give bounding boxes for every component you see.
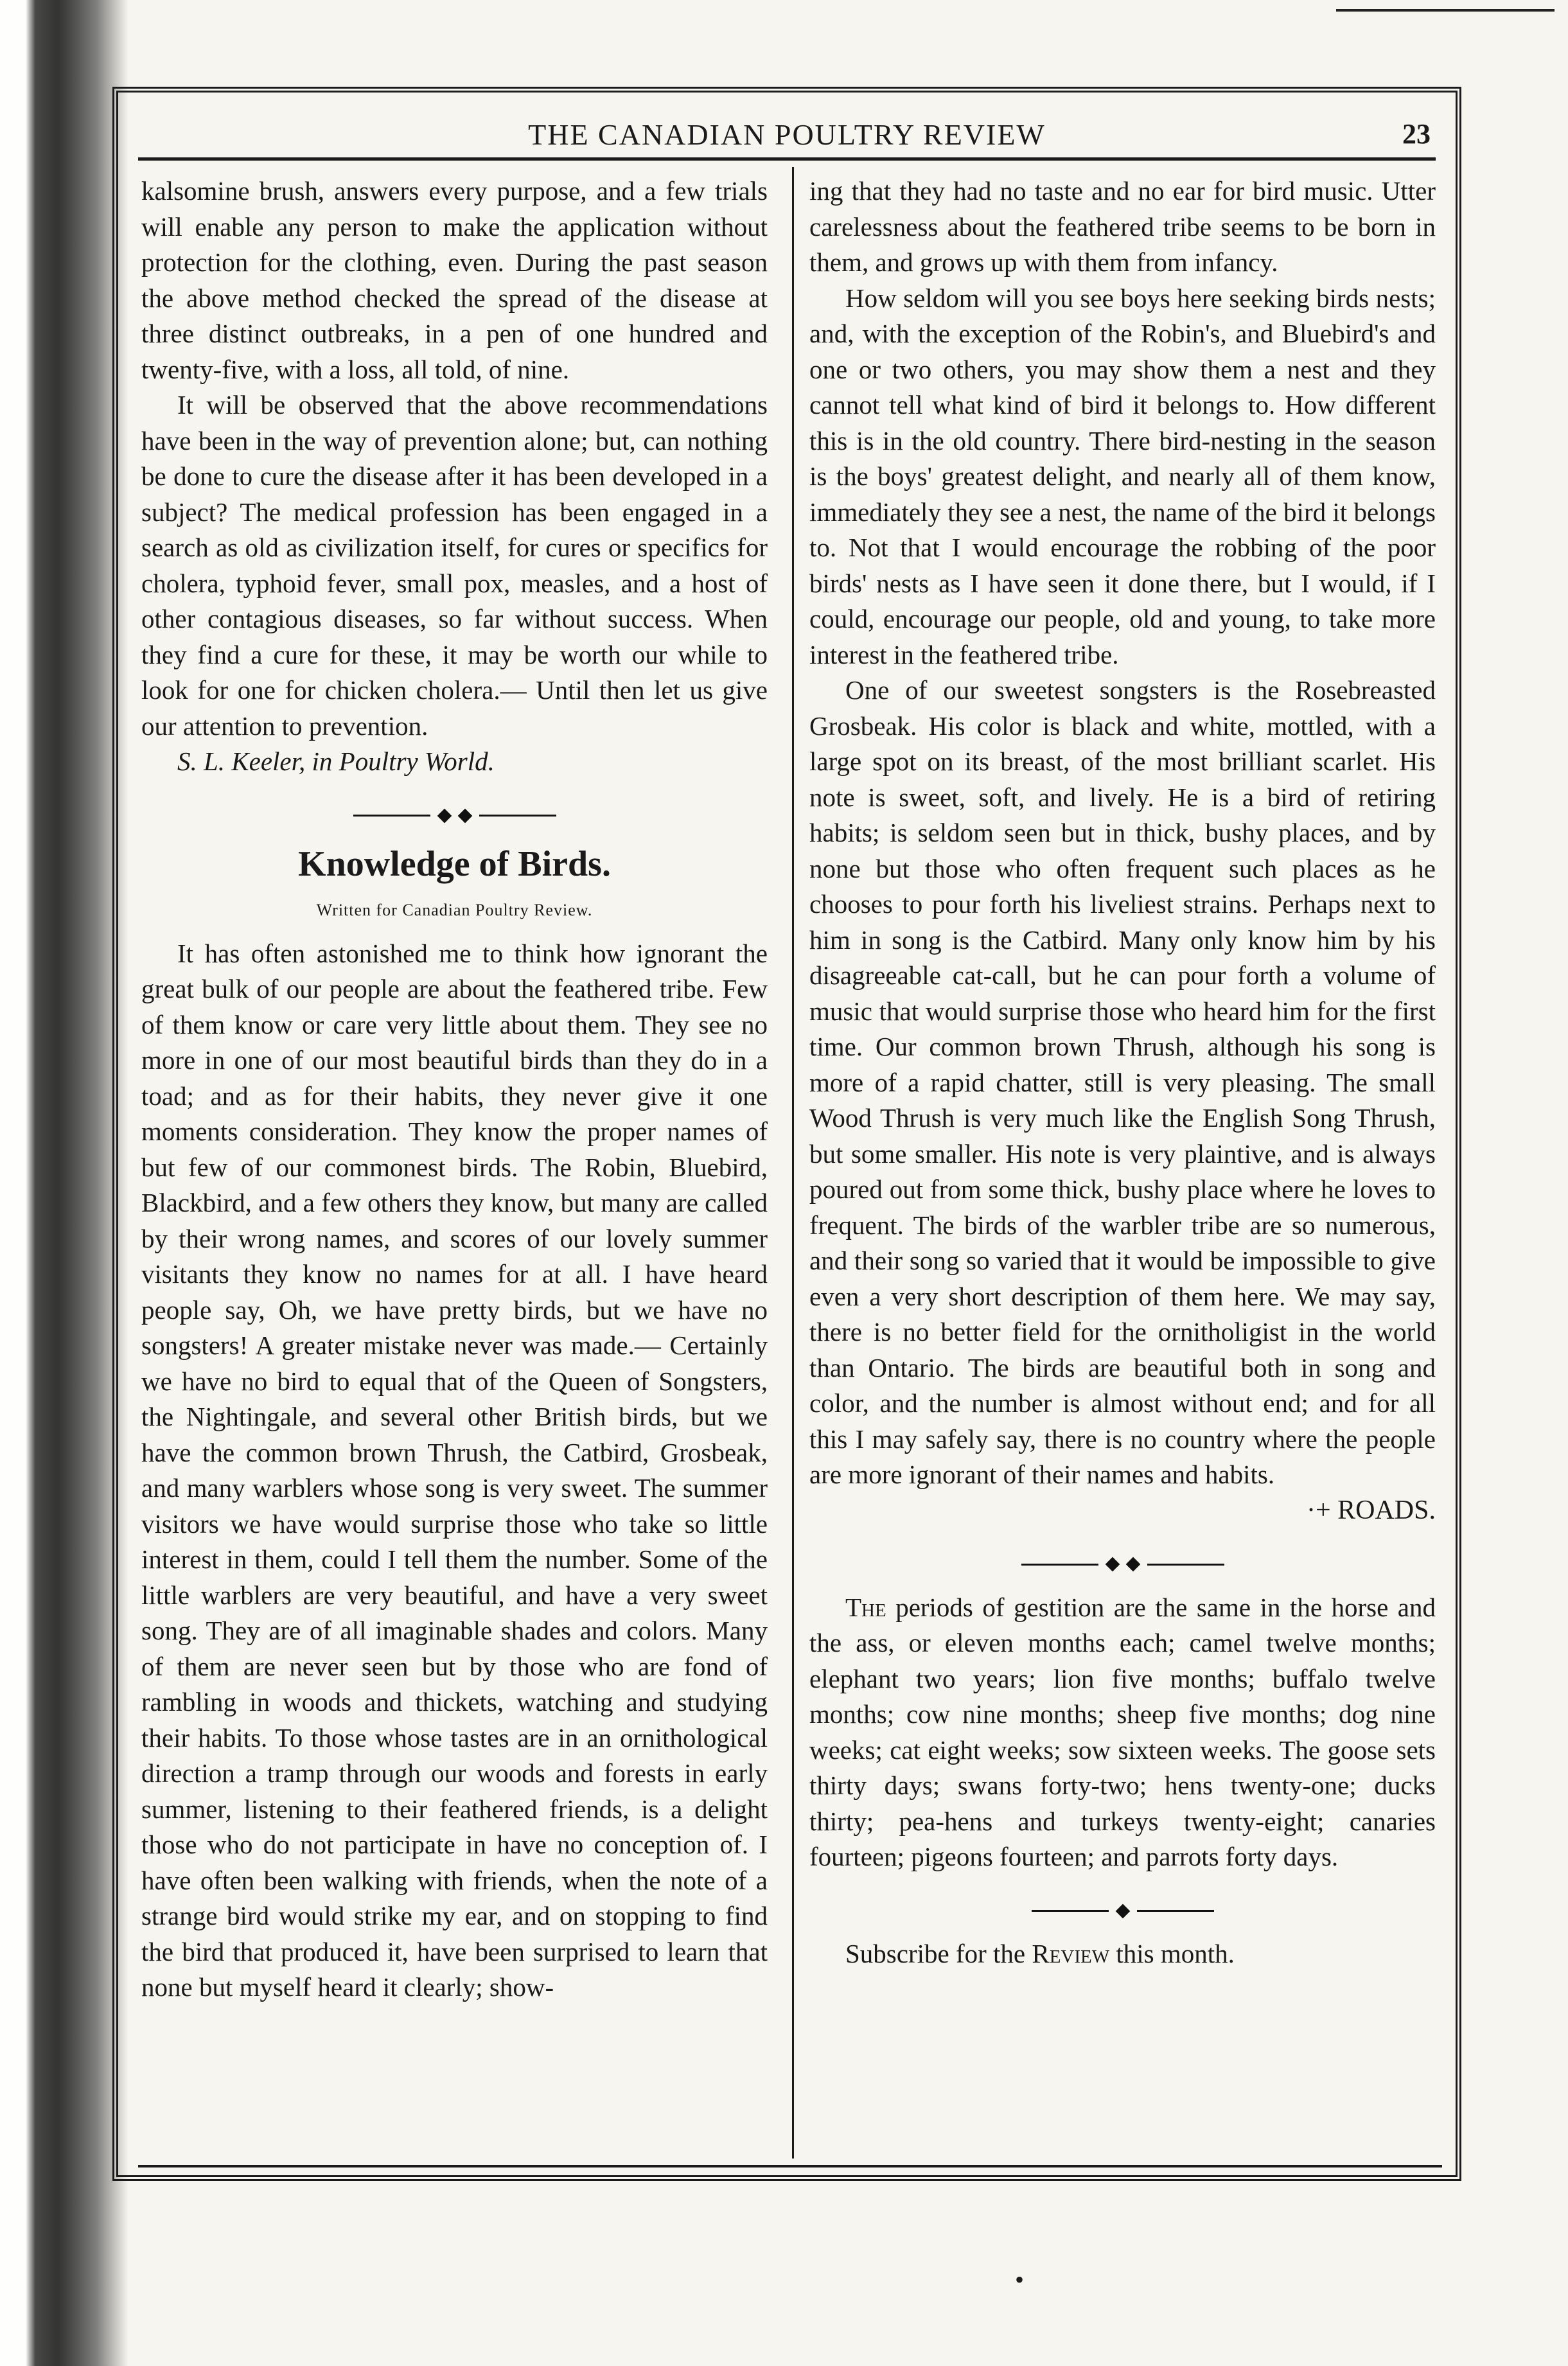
page-number: 23 — [1402, 118, 1431, 150]
right-paragraph-3: One of our sweetest songsters is the Rosebreasted Grosbeak. His color is black and white, mottled, with a large spot on its breast, of the most brilliant scarlet. His note is sweet, soft, and lively. He is a bird of retiring habits; is seldom seen but in thick, bushy places, and by none but those who often frequent such places as he chooses to pour forth his liveliest strains. Perhaps next to him in song is the Catbird. Many only know him by his disagreeable cat-call, but he can pour forth a volume of music that would surprise those who heard him for the first time. Our common brown Thrush, although his song is more of a rapid chatter, still is very pleasing. The small Wood Thrush is very much like the English Song Thrush, but some smaller. His note is very plaintive, and is always poured out from some thick, bushy place where he loves to frequent. The birds of the warbler tribe are so numerous, and their song so varied that it would be impossible to give even a very short description of them here. We may say, there is no better field for the ornitholigist in the world than Ontario. The birds are beautiful both in song and color, and the number is almost without end; and for all this I may safely say, there is no country where the people are more ignorant of their names and habits. — [809, 675, 1436, 1489]
section-ornament — [141, 797, 768, 833]
subscribe-review: Review — [1032, 1939, 1110, 1968]
scan-top-rule — [1336, 0, 1555, 12]
column-divider — [792, 167, 794, 2159]
bottom-mark: • — [1015, 2265, 1025, 2294]
left-paragraph-2: It will be observed that the above recommendations have been in the way of prevention alone; but, can nothing be done to cure the disease after it has been developed in a subject? The medical profession has been engaged in a search as old as civilization itself, for cures or specifics for cholera, typhoid fever, small pox, measles, and a host of other contagious diseases, so far without success. When they find a cure for these, it may be worth our while to look for one for chicken cholera.— Until then let us give our attention to prevention. — [141, 390, 768, 741]
section-heading: Knowledge of Birds. — [298, 844, 611, 884]
right-paragraph-1: ing that they had no taste and no ear for bird music. Utter carelessness about the feathered tribe seems to be born in them, and grows up with them from infancy. — [809, 176, 1436, 277]
journal-title: THE CANADIAN POULTRY REVIEW — [528, 118, 1046, 151]
left-column — [141, 173, 768, 2006]
gestation-text: periods of gestition are the same in the horse and the ass, or eleven months each; camel twelve months; elephant two years; lion five months; buffalo twelve months; cow nine months; sheep five months; dog nine weeks; cat eight weeks; sow sixteen weeks. The goose sets thirty days; swans forty-two; hens twenty-one; ducks thirty; pea-hens and turkeys twenty-eight; canaries fourteen; pigeons fourteen; and parrots forty days. — [809, 1592, 1436, 1871]
article-byline: Written for Canadian Poultry Review. — [316, 901, 593, 919]
section-ornament-2 — [809, 1545, 1436, 1581]
running-header — [138, 106, 1436, 161]
section-ornament-3 — [809, 1892, 1436, 1928]
right-paragraph-2: How seldom will you see boys here seeking birds nests; and, with the exception of the Robin's, and Bluebird's and one or two others, you may show them a nest and they cannot tell what kind of bird it belongs to. How different this is in the old country. There bird-nesting in the season is the boys' greatest delight, and nearly all of them know, immediately they see a nest, the name of the bird it belongs to. Not that I would encourage the robbing of the poor birds' nests as I have seen it done there, but I would, if I could, encourage our people, old and young, to take more interest in the feathered tribe. — [809, 283, 1436, 669]
subscribe-post: this month. — [1109, 1939, 1235, 1968]
article-signature: ·+ ROADS. — [1306, 1495, 1436, 1525]
left-paragraph-1: kalsomine brush, answers every purpose, and a few trials will enable any person to make the application without protection for the clothing, even. During the past season the above method checked the spread of the disease at three distinct outbreaks, in a pen of one hundred and twenty-five, with a loss, all told, of nine. — [141, 176, 768, 384]
article-credit: S. L. Keeler, in Poultry World. — [177, 746, 495, 776]
paragraph-lead-word: The — [845, 1592, 886, 1622]
subscribe-notice — [809, 1936, 1436, 1972]
left-paragraph-3: It has often astonished me to think how ignorant the great bulk of our people are about the feathered tribe. Few of them know or care very little about them. They see no more in one of our most beautiful birds than they do in a toad; and as for their habits, they never give it one moments consideration. They know the proper names of but few of our commonest birds. The Robin, Bluebird, Blackbird, and a few others they know, but many are called by their wrong names, and scores of our lovely summer visitants they know no names for at all. I have heard people say, Oh, we have pretty birds, but we have no songsters! A greater mistake never was made.— Certainly we have no bird to equal that of the Queen of Songsters, the Nightingale, and several other British birds, but we have the common brown Thrush, the Catbird, Grosbeak, and many warblers whose song is very sweet. The summer visitors we have would surprise those who take so little interest in them, could I tell them the number. Some of the little warblers are very beautiful, and have a very sweet song. They are of all imaginable shades and colors. Many of them are never seen but by those who are fond of rambling in woods and thickets, watching and studying their habits. To those whose tastes are in an ornithological direction a tramp through our woods and forests in early summer, listening to their feathered friends, is a delight those who do not participate in have no conception of. I have often been walking with friends, when the note of a strange bird would strike my ear, and on stopping to find the bird that produced it, have been surprised to learn that none but myself heard it clearly; show- — [141, 938, 768, 2002]
right-paragraph-4 — [809, 1590, 1436, 1875]
subscribe-pre: Subscribe for the — [845, 1939, 1032, 1968]
bottom-rule — [138, 2165, 1442, 2167]
right-column — [809, 173, 1436, 1972]
